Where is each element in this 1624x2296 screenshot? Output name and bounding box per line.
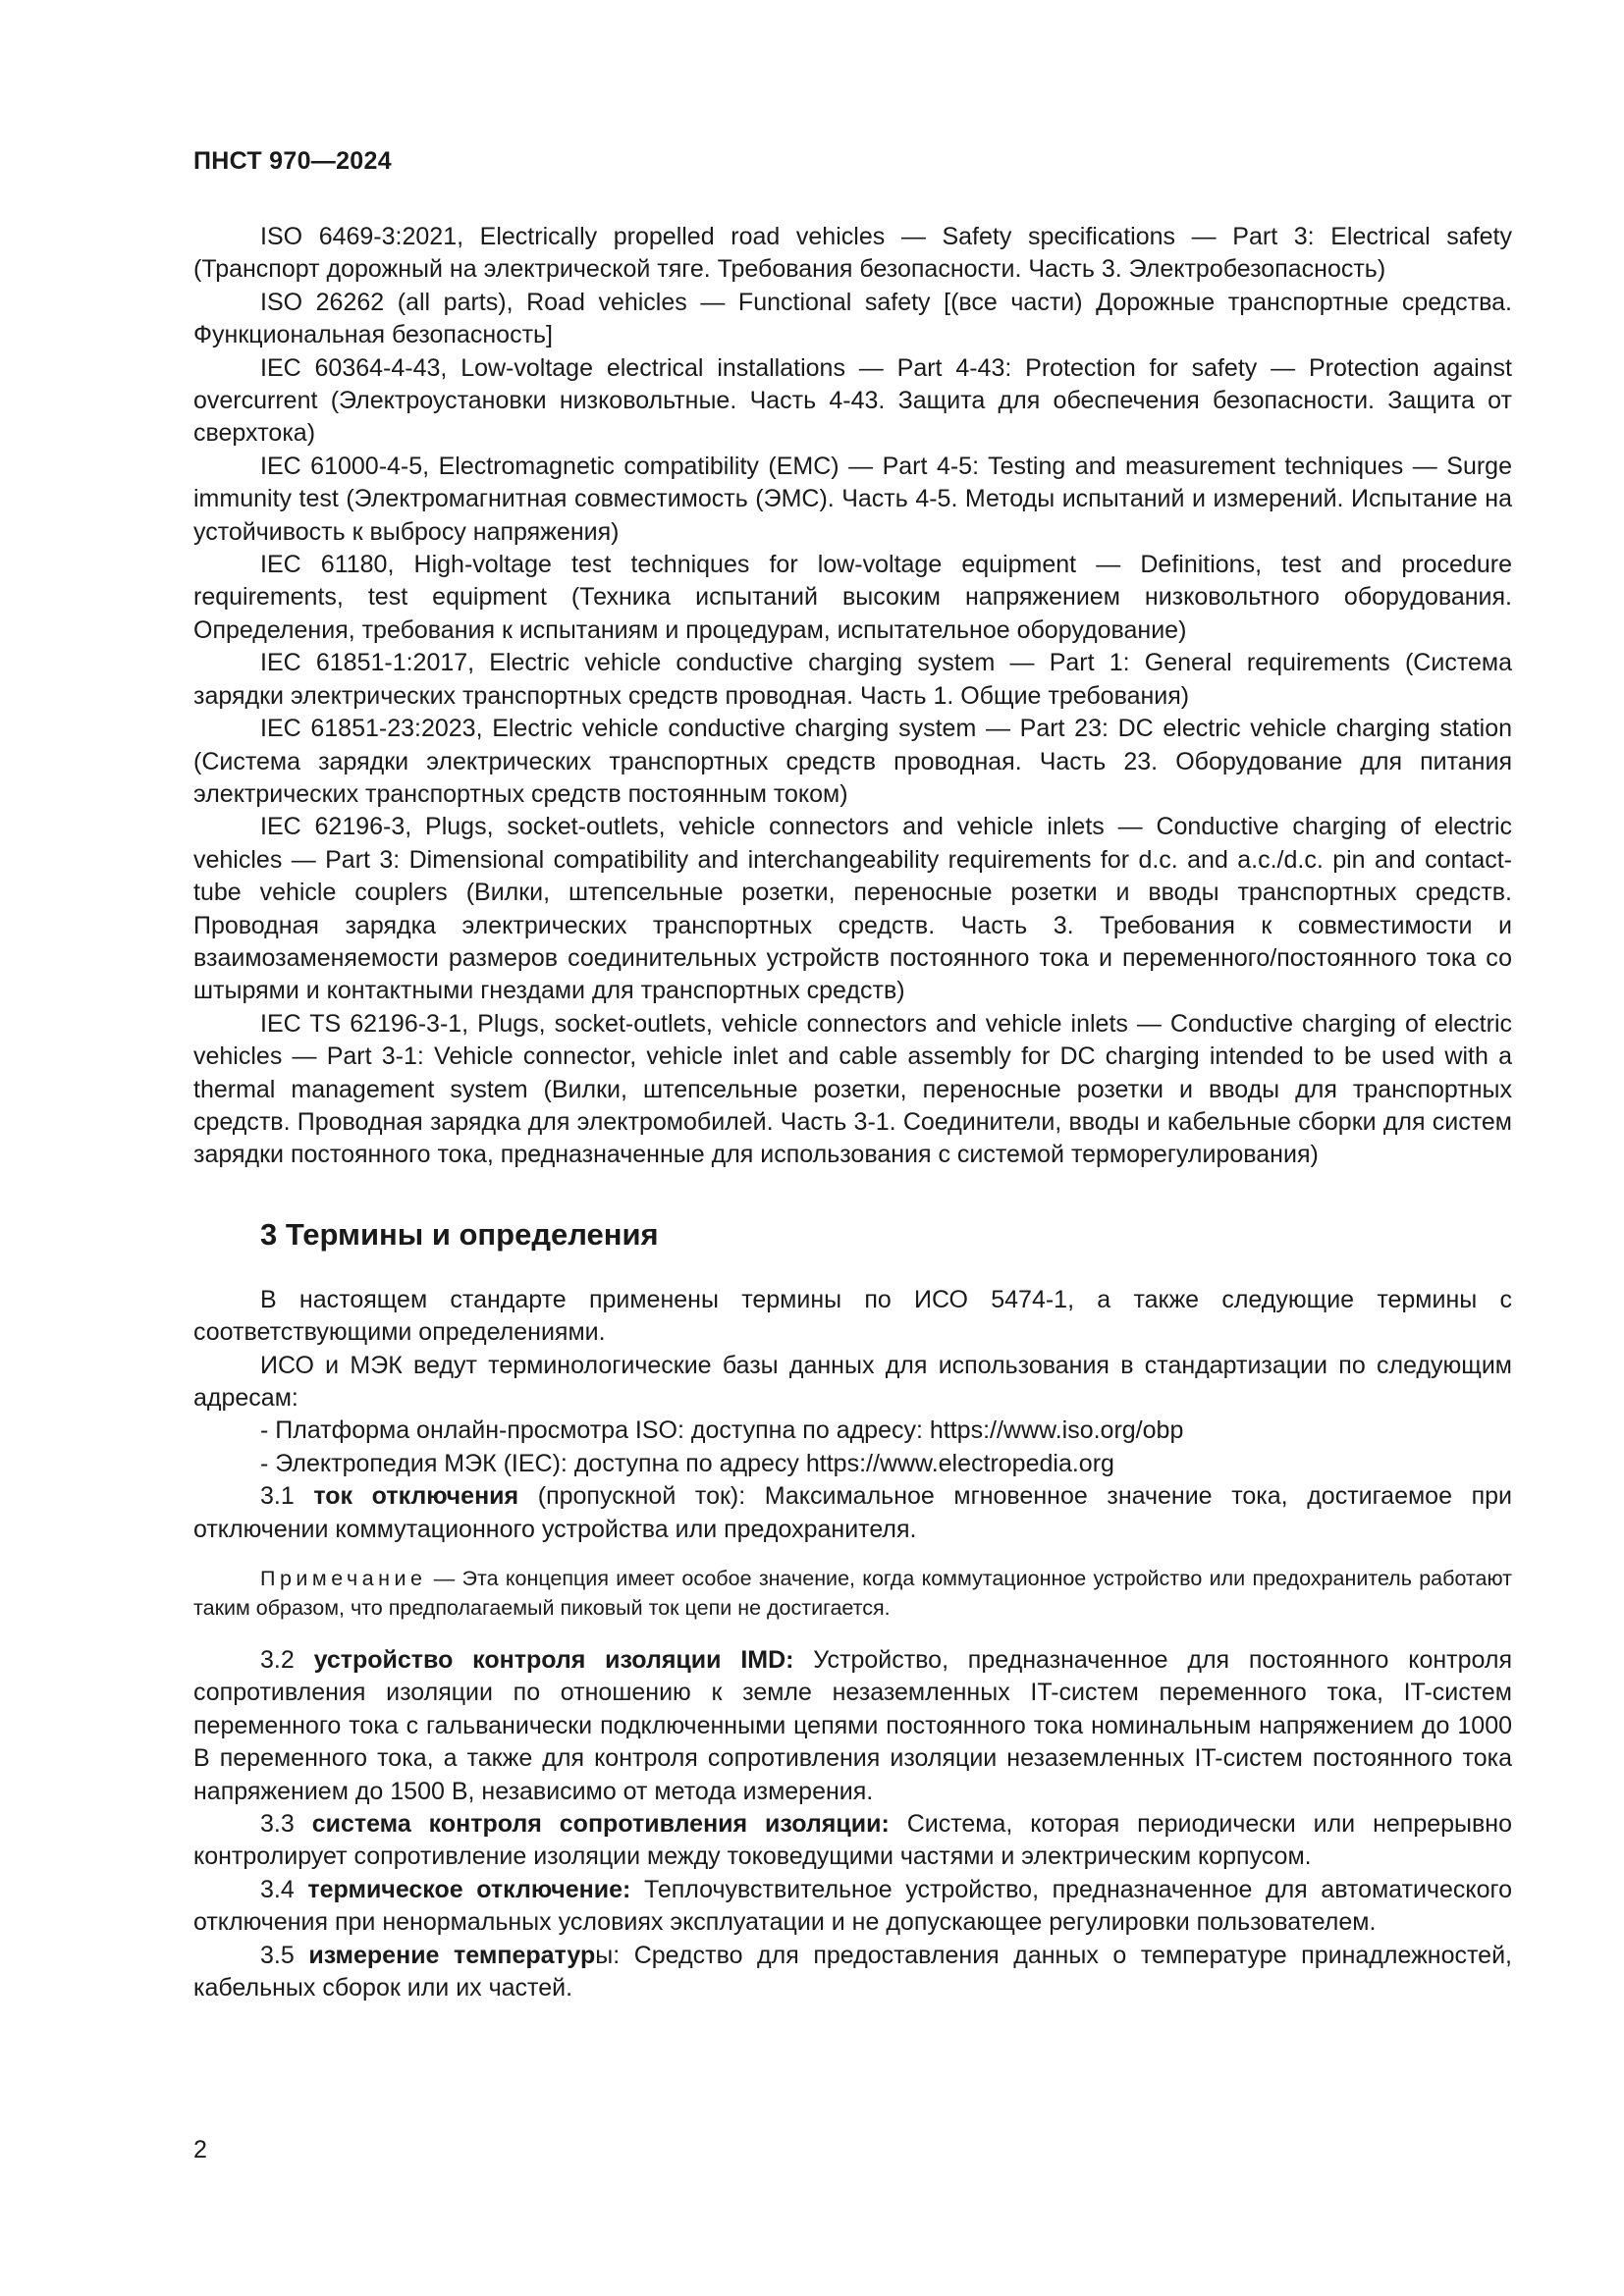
- section-intro: В настоящем стандарте применены термины по ИСО 5474-1, а также следующие термины с соответствующими определениями.: [193, 1285, 1512, 1347]
- database-list-item: - Электропедия МЭК (IEC): доступна по адресу https://www.electropedia.org: [260, 1449, 1114, 1477]
- term-entry-3-4: [193, 1874, 1512, 1940]
- term-definition: Устройство, предназначенное для постоянного контроля сопротивления изоляции по отношению к земле незаземленных IT-систем переменного тока, IT-систем переменного тока с гальванически подключенными цепями постоянного тока номинальным напряжением до 1000 В переменного тока, а также для контроля сопротивления изоляции незаземленных IT-систем постоянного тока напряжением до 1500 В, независимо от метода измерения.: [193, 1646, 1512, 1805]
- term-number: 3.5: [260, 1941, 295, 1969]
- document-body: [193, 221, 1512, 2005]
- note-label: Примечание: [260, 1567, 427, 1591]
- page-number: 2: [193, 2136, 207, 2163]
- term-entry-3-3: [193, 1808, 1512, 1874]
- term-name: измерение температур: [308, 1941, 596, 1969]
- term-entry-3-1: [193, 1480, 1512, 1546]
- note: [193, 1564, 1512, 1623]
- reference-entry: ISO 6469-3:2021, Electrically propelled road vehicles — Safety specifications — Part 3: Electrical safety (Транспорт дорожный на электрической тяге. Требования безопасности. Часть 3. Электробезопасность): [193, 223, 1512, 284]
- database-list-item: - Платформа онлайн-просмотра ISO: доступна по адресу: https://www.iso.org/obp: [260, 1416, 1184, 1445]
- section-title: 3 Термины и определения: [260, 1216, 659, 1252]
- document-code-header: ПНСТ 970—2024: [193, 147, 392, 175]
- term-number: 3.4: [260, 1875, 295, 1903]
- databases-intro: ИСО и МЭК ведут терминологические базы данных для использования в стандартизации по следующим адресам:: [193, 1351, 1512, 1412]
- term-definition: Теплочувствительное устройство, предназначенное для автоматического отключения при ненормальных условиях эксплуатации и не допускающее регулировки пользователем.: [193, 1875, 1512, 1937]
- reference-entry: IEC 60364-4-43, Low-voltage electrical installations — Part 4-43: Protection for safety — Protection against overcurrent (Электроустановки низковольтные. Часть 4-43. Защита для обеспечения безопасности. Защита от сверхтока): [193, 353, 1512, 448]
- reference-entry: ISO 26262 (all parts), Road vehicles — Functional safety [(все части) Дорожные транспортные средства. Функциональная безопасность]: [193, 288, 1512, 349]
- note-text: — Эта концепция имеет особое значение, когда коммутационное устройство или предохранитель работают таким образом, что предполагаемый пиковый ток цепи не достигается.: [193, 1567, 1512, 1621]
- reference-entry: IEC 61000-4-5, Electromagnetic compatibility (EMC) — Part 4-5: Testing and measurement techniques — Surge immunity test (Электромагнитная совместимость (ЭМС). Часть 4-5. Методы испытаний и измерений. Испытание на устойчивость к выбросу напряжения): [193, 452, 1512, 546]
- term-number: 3.1: [260, 1482, 295, 1511]
- term-definition: (пропускной ток): Максимальное мгновенное значение тока, достигаемое при отключении коммутационного устройства или предохранителя.: [193, 1482, 1513, 1543]
- term-entry-3-2: [193, 1644, 1512, 1808]
- term-name: система контроля сопротивления изоляции:: [311, 1810, 890, 1839]
- reference-entry: IEC 61851-1:2017, Electric vehicle conductive charging system — Part 1: General requirements (Система зарядки электрических транспортных средств проводная. Часть 1. Общие требования): [193, 649, 1512, 710]
- term-definition: Система, которая периодически или непрерывно контролирует сопротивление изоляции между токоведущими частями и электрическим корпусом.: [193, 1810, 1512, 1871]
- term-name: ток отключения: [313, 1482, 519, 1511]
- term-number: 3.3: [260, 1810, 295, 1839]
- reference-entry: IEC 61851-23:2023, Electric vehicle conductive charging system — Part 23: DC electric vehicle charging station (Система зарядки электрических транспортных средств проводная. Часть 23. Оборудование для питания электрических транспортных средств постоянным током): [193, 715, 1512, 808]
- reference-entry: IEC 62196-3, Plugs, socket-outlets, vehicle connectors and vehicle inlets — Conductive charging of electric vehicles — Part 3: Dimensional compatibility and interchangeability requirements for d.c. and a.c./d.c. pin and contact-tube vehicle couplers (Вилки, штепсельные розетки, переносные розетки и вводы транспортных средств. Проводная зарядка электрических транспортных средств. Часть 3. Требования к совместимости и взаимозаменяемости размеров соединительных устройств постоянного тока и переменного/постоянного тока со штырями и контактными гнездами для транспортных средств): [193, 813, 1512, 1005]
- term-number: 3.2: [260, 1646, 295, 1675]
- reference-entry: IEC TS 62196-3-1, Plugs, socket-outlets, vehicle connectors and vehicle inlets — Conductive charging of electric vehicles — Part 3-1: Vehicle connector, vehicle inlet and cable assembly for DC charging intended to be used with a thermal management system (Вилки, штепсельные розетки, переносные розетки и вводы для транспортных средств. Проводная зарядка для электромобилей. Часть 3-1. Соединители, вводы и кабельные сборки для систем зарядки постоянного тока, предназначенные для использования с системой терморегулирования): [193, 1009, 1512, 1169]
- reference-entry: IEC 61180, High-voltage test techniques for low-voltage equipment — Definitions, test and procedure requirements, test equipment (Техника испытаний высоким напряжением низковольтного оборудования. Определения, требования к испытаниям и процедурам, испытательное оборудование): [193, 551, 1512, 644]
- term-name: устройство контроля изоляции IMD:: [313, 1646, 794, 1675]
- term-definition: ы: Средство для предоставления данных о температуре принадлежностей, кабельных сборок или их частей.: [193, 1941, 1512, 2002]
- term-name: термическое отключение:: [307, 1875, 631, 1903]
- term-entry-3-5: [193, 1940, 1512, 2005]
